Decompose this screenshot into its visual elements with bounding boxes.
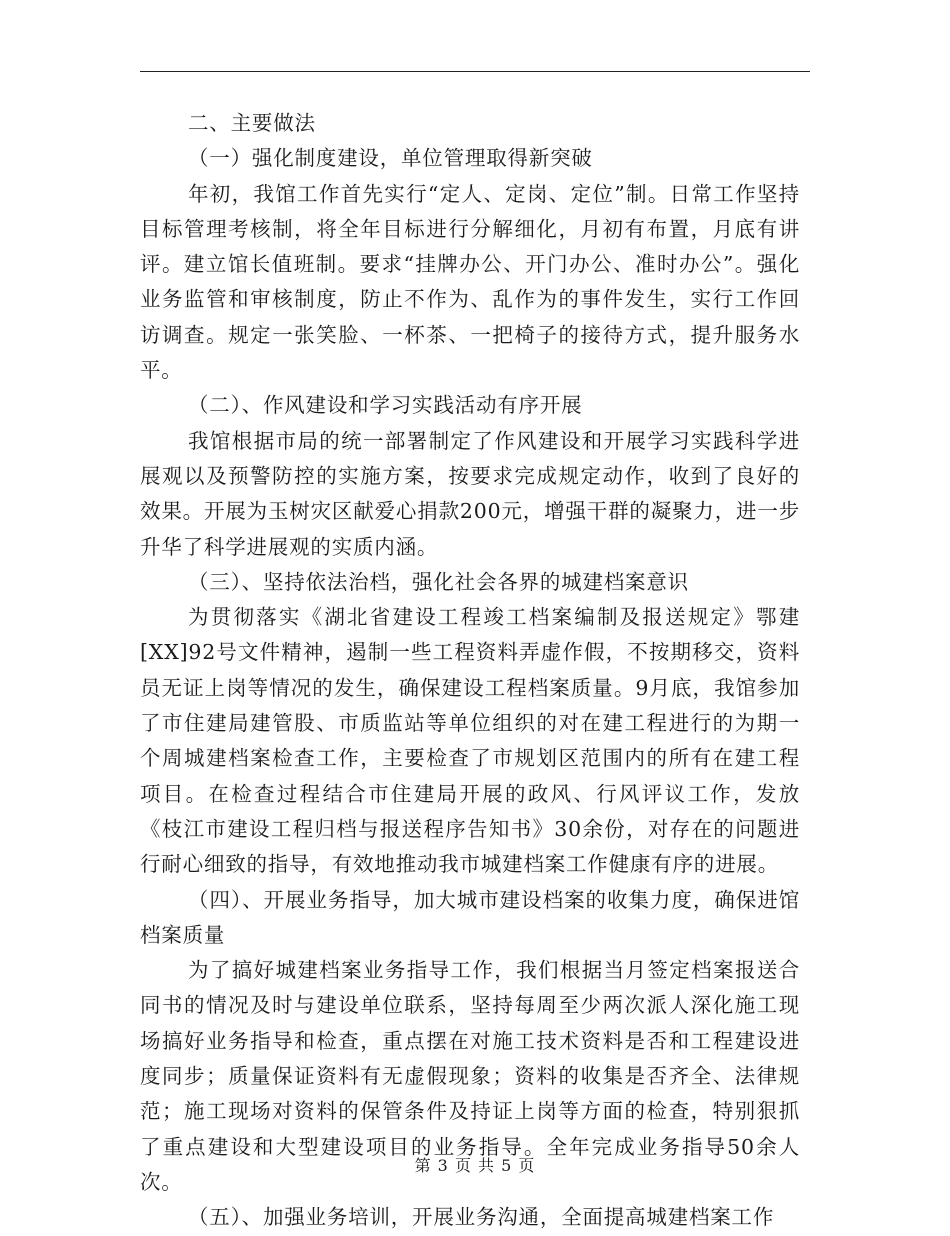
subsection-heading-2: （二）、作风建设和学习实践活动有序开展 <box>188 393 583 418</box>
section-heading: 二、主要做法 <box>188 111 316 135</box>
body-paragraph-2: 我馆根据市局的统一部署制定了作风建设和开展学习实践科学进展观以及预警防控的实施方案，按要求完成规定动作，收到了良好的效果。开展为玉树灾区献爱心捐款200元，增强干群的凝聚力，进一步升华了科学进展观的实质内涵。 <box>140 428 800 559</box>
body-paragraph-1: 年初，我馆工作首先实行“定人、定岗、定位”制。日常工作坚持目标管理考核制，将全年目标进行分解细化，月初有布置，月底有讲评。建立馆长值班制。要求“挂牌办公、开门办公、准时办公”。强化业务监管和审核制度，防止不作为、乱作为的事件发生，实行工作回访调查。规定一张笑脸、一杯茶、一把椅子的接待方式，提升服务水平。 <box>140 181 800 383</box>
body-paragraph-4: 为了搞好城建档案业务指导工作，我们根据当月签定档案报送合同书的情况及时与建设单位联系，坚持每周至少两次派人深化施工现场搞好业务指导和检查，重点摆在对施工技术资料是否和工程建设进度同步；质量保证资料有无虚假现象；资料的收集是否齐全、法律规范；施工现场对资料的保管条件及持证上岗等方面的检查，特别狠抓了重点建设和大型建设项目的业务指导。全年完成业务指导50余人次。 <box>140 958 800 1194</box>
subsection-heading-1: （一）强化制度建设，单位管理取得新突破 <box>188 146 593 171</box>
page-footer: 第 3 页 共 5 页 <box>414 1156 536 1175</box>
subsection-heading-4: （四）、开展业务指导，加大城市建设档案的收集力度，确保进馆档案质量 <box>140 887 800 947</box>
document-body <box>140 106 800 1236</box>
body-paragraph-3: 为贯彻落实《湖北省建设工程竣工档案编制及报送规定》鄂建[XX]92号文件精神，遏制一些工程资料弄虚作假，不按期移交，资料员无证上岗等情况的发生，确保建设工程档案质量。9月底，我馆参加了市住建局建管股、市质监站等单位组织的对在建工程进行的为期一个周城建档案检查工作，主要检查了市规划区范围内的所有在建工程项目。在检查过程结合市住建局开展的政风、行风评议工作，发放《枝江市建设工程归档与报送程序告知书》30余份，对存在的问题进行耐心细致的指导，有效地推动我市城建档案工作健康有序的进展。 <box>140 605 800 877</box>
header-rule <box>140 71 810 72</box>
subsection-heading-5: （五）、加强业务培训，开展业务沟通，全面提高城建档案工作 <box>188 1205 775 1230</box>
subsection-heading-3: （三）、坚持依法治档，强化社会各界的城建档案意识 <box>188 569 689 594</box>
